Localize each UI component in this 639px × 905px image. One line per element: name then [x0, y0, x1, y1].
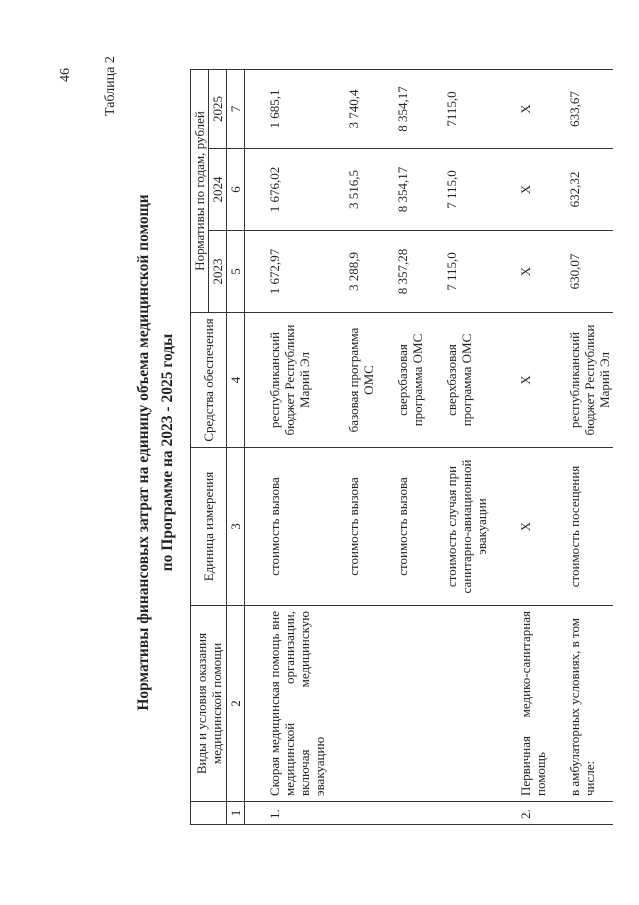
row-number: [328, 802, 377, 825]
table-caption: Таблица 2: [103, 56, 118, 116]
column-number: 7: [227, 69, 245, 148]
funding-source-cell: республиканский бюджет Республики Марий Эл: [549, 313, 613, 448]
column-number: 1: [227, 802, 245, 825]
table-row: [377, 69, 426, 824]
document-title-line-2: по Программе на 2023 - 2025 годы: [159, 333, 176, 572]
value-2024-cell: 3 516,5: [328, 149, 377, 231]
header-year-2023: 2023: [209, 231, 227, 313]
value-2024-cell: 632,32: [549, 149, 613, 231]
row-number: 1.: [245, 802, 329, 825]
value-2024-cell: 1 676,02: [245, 149, 329, 231]
column-number: 5: [227, 231, 245, 313]
row-number: 2.: [490, 802, 549, 825]
value-2025-cell: 633,67: [549, 69, 613, 148]
unit-cell: стоимость вызова: [377, 448, 426, 606]
value-2023-cell: 8 357,28: [377, 231, 426, 313]
header-year-2025: 2025: [209, 69, 227, 148]
care-type-cell: [426, 606, 490, 802]
value-2025-cell: 8 354,17: [377, 69, 426, 148]
document-title-line-1: Нормативы финансовых затрат на единицу объема медицинской помощи: [135, 194, 152, 711]
value-2025-cell: 1 685,1: [245, 69, 329, 148]
funding-source-cell: сверхбазовая программа ОМС: [426, 313, 490, 448]
unit-cell: стоимость посещения: [549, 448, 613, 606]
table-header-row: [191, 69, 209, 824]
unit-cell: стоимость вызова: [328, 448, 377, 606]
table-row: [426, 69, 490, 824]
column-number: 6: [227, 149, 245, 231]
funding-source-cell: базовая программа ОМС: [328, 313, 377, 448]
unit-cell: Х: [490, 448, 549, 606]
norms-table: [190, 69, 613, 825]
value-2023-cell: 7 115,0: [426, 231, 490, 313]
page-number: 46: [58, 68, 73, 82]
funding-source-cell: республиканский бюджет Республики Марий Эл: [245, 313, 329, 448]
table-row: [328, 69, 377, 824]
value-2023-cell: Х: [490, 231, 549, 313]
row-number: [377, 802, 426, 825]
value-2025-cell: Х: [490, 69, 549, 148]
care-type-cell: в амбулаторных условиях, в том числе:: [549, 606, 613, 802]
funding-source-cell: Х: [490, 313, 549, 448]
value-2025-cell: 3 740,4: [328, 69, 377, 148]
column-number: 3: [227, 448, 245, 606]
header-col-1: [191, 802, 227, 825]
header-norms-by-year: Нормативы по годам, рублей: [191, 69, 209, 312]
value-2024-cell: 7 115,0: [426, 149, 490, 231]
header-unit: Единица измерения: [191, 448, 227, 606]
unit-cell: стоимость вызова: [245, 448, 329, 606]
header-funding-source: Средства обеспечения: [191, 313, 227, 448]
value-2024-cell: 8 354,17: [377, 149, 426, 231]
value-2025-cell: 7115,0: [426, 69, 490, 148]
row-number: [549, 802, 613, 825]
column-number: 2: [227, 606, 245, 802]
care-type-cell: Скорая медицинская помощь вне медицинской организации, включая медицинскую эвакуацию: [245, 606, 329, 802]
value-2023-cell: 630,07: [549, 231, 613, 313]
care-type-cell: [377, 606, 426, 802]
header-year-2024: 2024: [209, 149, 227, 231]
table-row: [245, 69, 329, 824]
column-number: 4: [227, 313, 245, 448]
care-type-cell: Первичная медико-санитарная помощь: [490, 606, 549, 802]
column-numbers-row: [227, 69, 245, 824]
table-row: [490, 69, 549, 824]
header-care-type: Виды и условия оказания медицинской помощи: [191, 606, 227, 802]
value-2023-cell: 3 288,9: [328, 231, 377, 313]
value-2023-cell: 1 672,97: [245, 231, 329, 313]
care-type-cell: [328, 606, 377, 802]
row-number: [426, 802, 490, 825]
value-2024-cell: Х: [490, 149, 549, 231]
table-row: [549, 69, 613, 824]
funding-source-cell: сверхбазовая программа ОМС: [377, 313, 426, 448]
unit-cell: стоимость случая при санитарно-авиационной эвакуации: [426, 448, 490, 606]
